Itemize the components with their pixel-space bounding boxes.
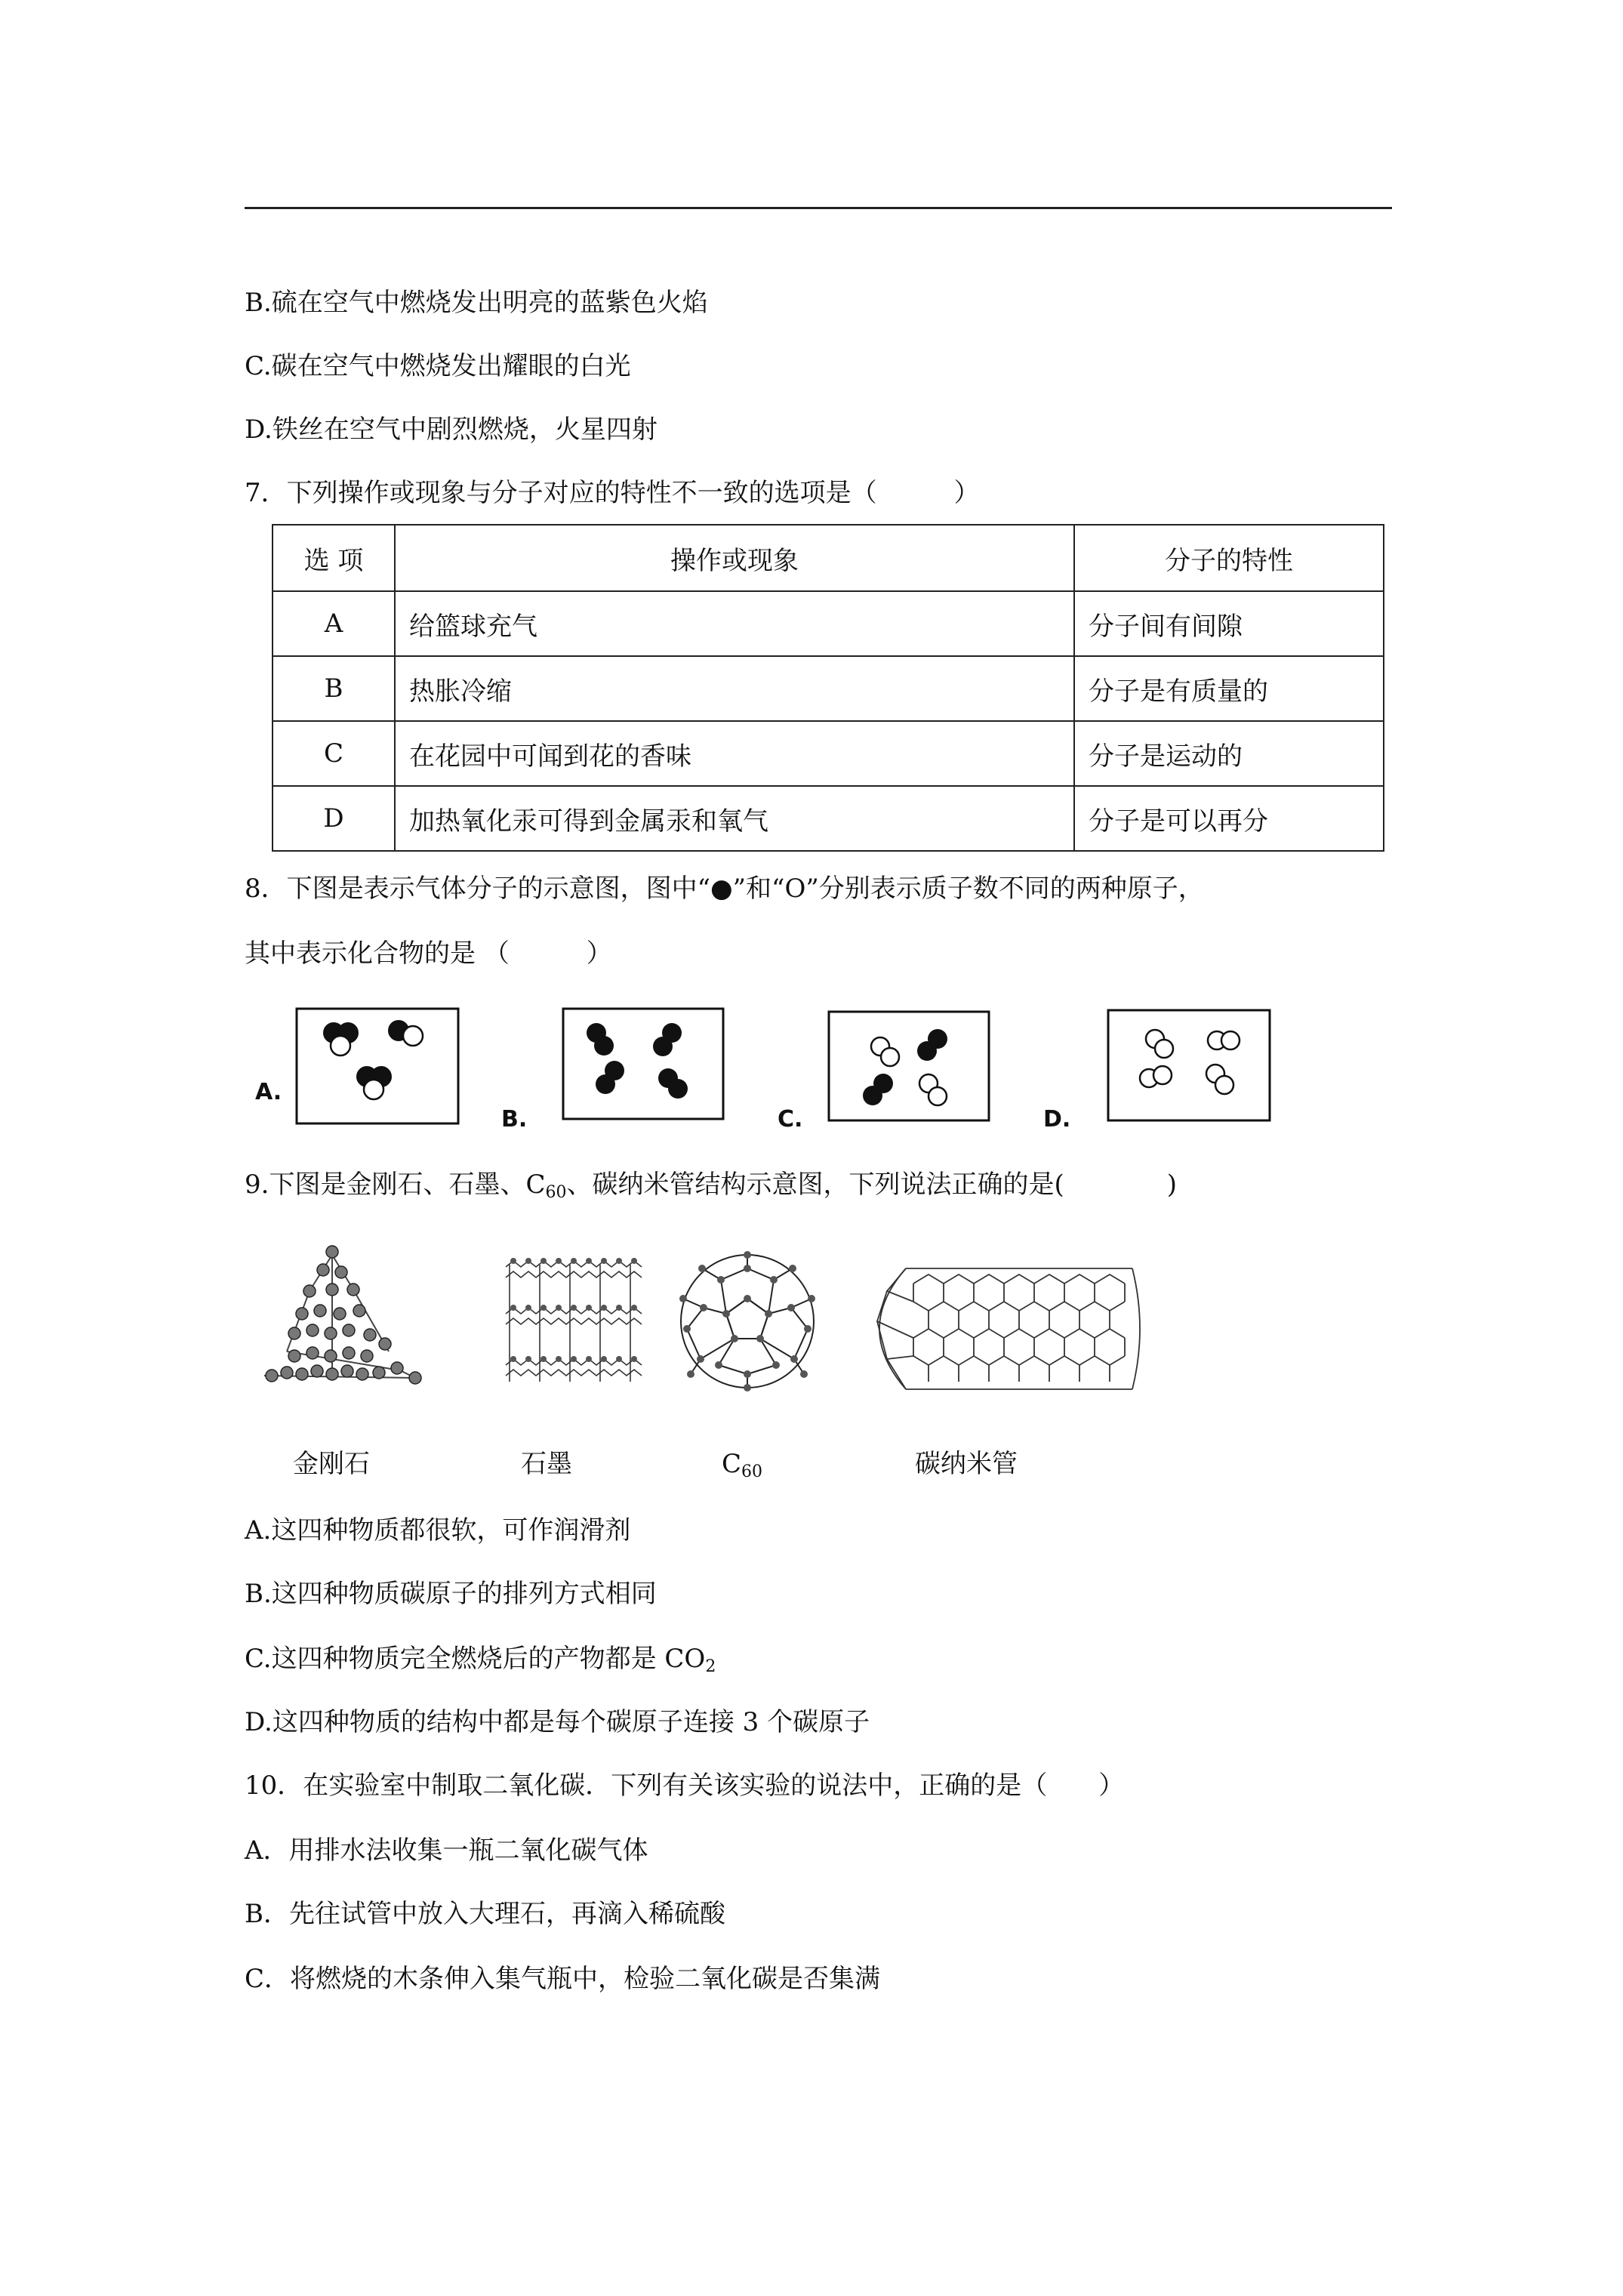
- caption-c60-symbol: C: [722, 1449, 742, 1479]
- q7-table: [272, 524, 1384, 852]
- q8-stem-line1: 8．下图是表示气体分子的示意图，图中“●”和“O”分别表示质子数不同的两种原子，: [245, 874, 1204, 904]
- molecule-box-d: [1108, 1010, 1270, 1120]
- table-row: [273, 786, 1384, 851]
- q9-option-c-subscript: 2: [705, 1657, 716, 1676]
- table-cell: 分子是有质量的: [1074, 656, 1384, 721]
- nanotube-structure: [877, 1268, 1140, 1389]
- diamond-structure: [264, 1246, 421, 1384]
- table-cell: 分子间有间隙: [1074, 591, 1384, 656]
- table-header: 操作或现象: [395, 525, 1074, 591]
- table-cell: 给篮球充气: [395, 591, 1074, 656]
- q9-stem-part2: 、碳纳米管结构示意图，下列说法正确的是( ): [566, 1170, 1177, 1200]
- molecule-box-a: [297, 1009, 458, 1123]
- q10-stem: 10．在实验室中制取二氧化碳．下列有关该实验的说法中，正确的是（ ）: [245, 1771, 1125, 1801]
- q9-stem-subscript: 60: [545, 1183, 567, 1202]
- table-cell: 分子是运动的: [1074, 721, 1384, 786]
- q8-stem-line2: 其中表示化合物的是 （ ）: [245, 938, 612, 969]
- q9-option-b: B.这四种物质碳原子的排列方式相同: [245, 1579, 657, 1609]
- q8-label-c: C.: [778, 1106, 803, 1133]
- caption-c60-subscript: 60: [741, 1462, 763, 1481]
- table-cell: C: [273, 721, 395, 786]
- table-cell: A: [273, 591, 395, 656]
- q10-option-c: C．将燃烧的木条伸入集气瓶中，检验二氧化碳是否集满: [245, 1964, 881, 1994]
- header-rule: [245, 207, 1392, 209]
- table-cell: D: [273, 786, 395, 851]
- q6-option-d: D.铁丝在空气中剧烈燃烧，火星四射: [245, 415, 658, 445]
- table-cell: 分子是可以再分: [1074, 786, 1384, 851]
- q8-label-b: B.: [501, 1106, 528, 1133]
- table-cell: B: [273, 656, 395, 721]
- q6-option-c: C.碳在空气中燃烧发出耀眼的白光: [245, 351, 631, 381]
- table-header: 选 项: [273, 525, 395, 591]
- molecule-box-b: [563, 1009, 723, 1119]
- table-header-row: [273, 525, 1384, 591]
- table-row: [273, 721, 1384, 786]
- c60-structure: [679, 1251, 815, 1391]
- q9-stem: [245, 1172, 1177, 1201]
- table-cell: 在花园中可闻到花的香味: [395, 721, 1074, 786]
- q6-option-b: B.硫在空气中燃烧发出明亮的蓝紫色火焰: [245, 288, 708, 318]
- q9-stem-part1: 9.下图是金刚石、石墨、C: [245, 1170, 546, 1200]
- table-row: [273, 656, 1384, 721]
- caption-graphite: 石墨: [521, 1449, 572, 1479]
- table-cell: 加热氧化汞可得到金属汞和氧气: [395, 786, 1074, 851]
- molecule-box-c: [829, 1012, 989, 1120]
- q7-stem: 7．下列操作或现象与分子对应的特性不一致的选项是（ ）: [245, 478, 980, 508]
- q8-label-a: A.: [255, 1079, 282, 1105]
- caption-diamond: 金刚石: [293, 1449, 370, 1479]
- q9-option-a: A.这四种物质都很软，可作润滑剂: [245, 1515, 631, 1546]
- caption-c60: [722, 1451, 762, 1481]
- q9-option-d: D.这四种物质的结构中都是每个碳原子连接 3 个碳原子: [245, 1707, 870, 1737]
- q9-carbon-structures-figure: [249, 1238, 1155, 1412]
- q10-option-b: B．先往试管中放入大理石，再滴入稀硫酸: [245, 1899, 725, 1929]
- q8-label-d: D.: [1043, 1106, 1071, 1133]
- caption-nanotube: 碳纳米管: [915, 1449, 1018, 1479]
- graphite-structure: [506, 1258, 642, 1382]
- q10-option-a: A．用排水法收集一瓶二氧化碳气体: [245, 1835, 648, 1866]
- table-cell: 热胀冷缩: [395, 656, 1074, 721]
- table-row: [273, 591, 1384, 656]
- q8-molecule-figure: [249, 997, 1291, 1140]
- q9-option-c-text: C.这四种物质完全燃烧后的产物都是 CO: [245, 1644, 706, 1674]
- q9-option-c: [245, 1646, 716, 1675]
- table-header: 分子的特性: [1074, 525, 1384, 591]
